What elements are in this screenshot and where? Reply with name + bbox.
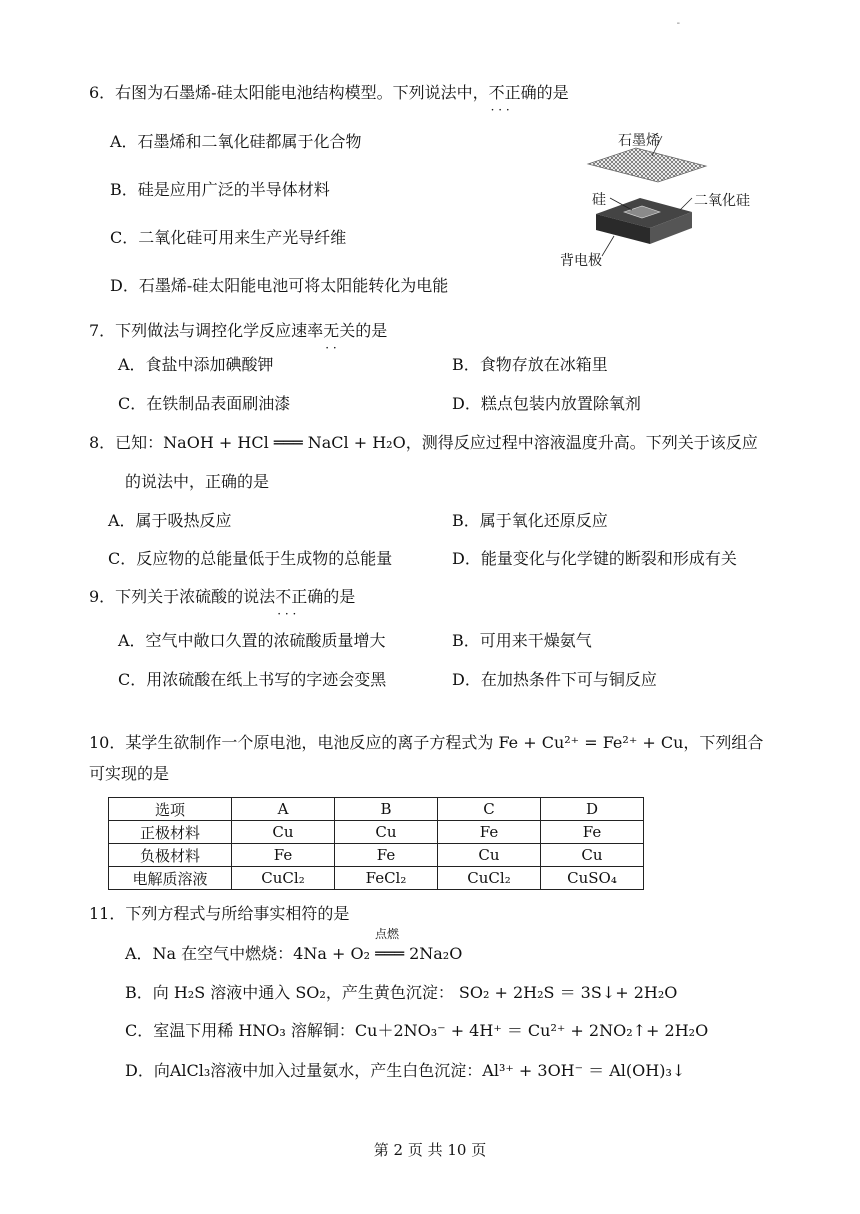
q9-option-d: D．在加热条件下可与铜反应: [452, 670, 657, 689]
q9-stem-text: 9．下列关于浓硫酸的说法: [89, 587, 276, 606]
q6-option-c: C．二氧化硅可用来生产光导纤维: [110, 228, 347, 247]
q9-stem-end: 的是: [323, 587, 356, 606]
q11-option-a: A．Na 在空气中燃烧：4Na + O₂ ═══ 2Na₂O: [125, 944, 463, 963]
graphene-layer: [588, 148, 706, 182]
q9-emphasis: 不正确 · · ·: [275, 586, 323, 608]
silica-label: 二氧化硅: [694, 193, 750, 209]
q7-stem-text: 7．下列做法与调控化学反应速率: [89, 321, 324, 340]
q6-option-a: A．石墨烯和二氧化硅都属于化合物: [110, 132, 362, 151]
q6-emphasis: 不正确 · · ·: [489, 82, 537, 104]
silica-pointer: [680, 198, 692, 210]
table-row: [109, 844, 644, 867]
q7-option-c: C．在铁制品表面刷油漆: [118, 394, 291, 413]
table-cell: 负极材料: [109, 844, 232, 867]
table-cell: Fe: [541, 821, 644, 844]
q7-option-a: A．食盐中添加碘酸钾: [118, 355, 274, 374]
table-cell: 电解质溶液: [109, 867, 232, 890]
q9-option-c: C．用浓硫酸在纸上书写的字迹会变黑: [118, 670, 387, 689]
q11-option-c: C．室温下用稀 HNO₃ 溶解铜：Cu＋2NO₃⁻ + 4H⁺ ＝ Cu²⁺ + 2NO₂↑+ 2H₂O: [125, 1021, 709, 1040]
q7-stem: [89, 320, 387, 342]
table-cell: Cu: [232, 821, 335, 844]
q10-stem-line1: 10．某学生欲制作一个原电池，电池反应的离子方程式为 Fe + Cu²⁺ = Fe²⁺ + Cu，下列组合: [89, 733, 764, 752]
table-header-cell: C: [438, 798, 541, 821]
q9-option-b: B．可用来干燥氨气: [452, 631, 592, 650]
table-cell: Fe: [438, 821, 541, 844]
table-cell: CuCl₂: [438, 867, 541, 890]
graphene-label: 石墨烯: [618, 133, 660, 149]
table-row: [109, 821, 644, 844]
q10-options-table: [108, 797, 644, 890]
table-header-row: [109, 798, 644, 821]
q8-stem-line2: 的说法中，正确的是: [125, 472, 270, 491]
table-cell: CuCl₂: [232, 867, 335, 890]
q8-option-d: D．能量变化与化学键的断裂和形成有关: [452, 549, 737, 568]
q6-option-d: D．石墨烯-硅太阳能电池可将太阳能转化为电能: [110, 276, 449, 295]
table-cell: Cu: [335, 821, 438, 844]
q9-stem: [89, 586, 355, 608]
table-row: [109, 867, 644, 890]
table-header-cell: 选项: [109, 798, 232, 821]
q6-stem-end: 的是: [536, 83, 569, 102]
q8-option-a: A．属于吸热反应: [108, 511, 232, 530]
q7-emphasis: 无关 · ·: [323, 320, 355, 342]
page-footer: 第 2 页 共 10 页: [373, 1141, 487, 1159]
table-cell: 正极材料: [109, 821, 232, 844]
q8-stem-line1: 8．已知：NaOH + HCl ═══ NaCl + H₂O，测得反应过程中溶液温度升高。下列关于该反应: [89, 433, 758, 452]
silicon-label: 硅: [592, 192, 606, 208]
q11-option-b: B．向 H₂S 溶液中通入 SO₂，产生黄色沉淀： SO₂ + 2H₂S ＝ 3S↓+ 2H₂O: [125, 983, 678, 1002]
solar-cell-figure: [558, 126, 768, 276]
q6-option-b: B．硅是应用广泛的半导体材料: [110, 180, 330, 199]
q11-stem: 11．下列方程式与所给事实相符的是: [89, 904, 350, 923]
table-cell: Cu: [541, 844, 644, 867]
back-electrode-label: 背电极: [560, 253, 602, 269]
table-cell: Fe: [232, 844, 335, 867]
q7-option-d: D．糕点包装内放置除氧剂: [452, 394, 641, 413]
table-cell: CuSO₄: [541, 867, 644, 890]
q6-stem: [89, 82, 569, 104]
q7-option-b: B．食物存放在冰箱里: [452, 355, 608, 374]
q8-option-b: B．属于氧化还原反应: [452, 511, 608, 530]
table-cell: Cu: [438, 844, 541, 867]
table-header-cell: A: [232, 798, 335, 821]
table-header-cell: B: [335, 798, 438, 821]
q11-a-condition: 点燃: [375, 927, 400, 941]
electrode-pointer: [602, 236, 614, 256]
q7-stem-end: 的是: [355, 321, 388, 340]
table-header-cell: D: [541, 798, 644, 821]
table-cell: Fe: [335, 844, 438, 867]
q11-option-d: D．向AlCl₃溶液中加入过量氨水，产生白色沉淀：Al³⁺ + 3OH⁻ ＝ Al(OH)₃↓: [125, 1061, 686, 1080]
q8-option-c: C．反应物的总能量低于生成物的总能量: [108, 549, 393, 568]
q9-option-a: A．空气中敞口久置的浓硫酸质量增大: [118, 631, 386, 650]
q6-stem-text: 6．右图为石墨烯-硅太阳能电池结构模型。下列说法中，: [89, 83, 489, 102]
q10-stem-line2: 可实现的是: [89, 764, 170, 783]
corner-mark: -: [676, 18, 680, 29]
table-cell: FeCl₂: [335, 867, 438, 890]
